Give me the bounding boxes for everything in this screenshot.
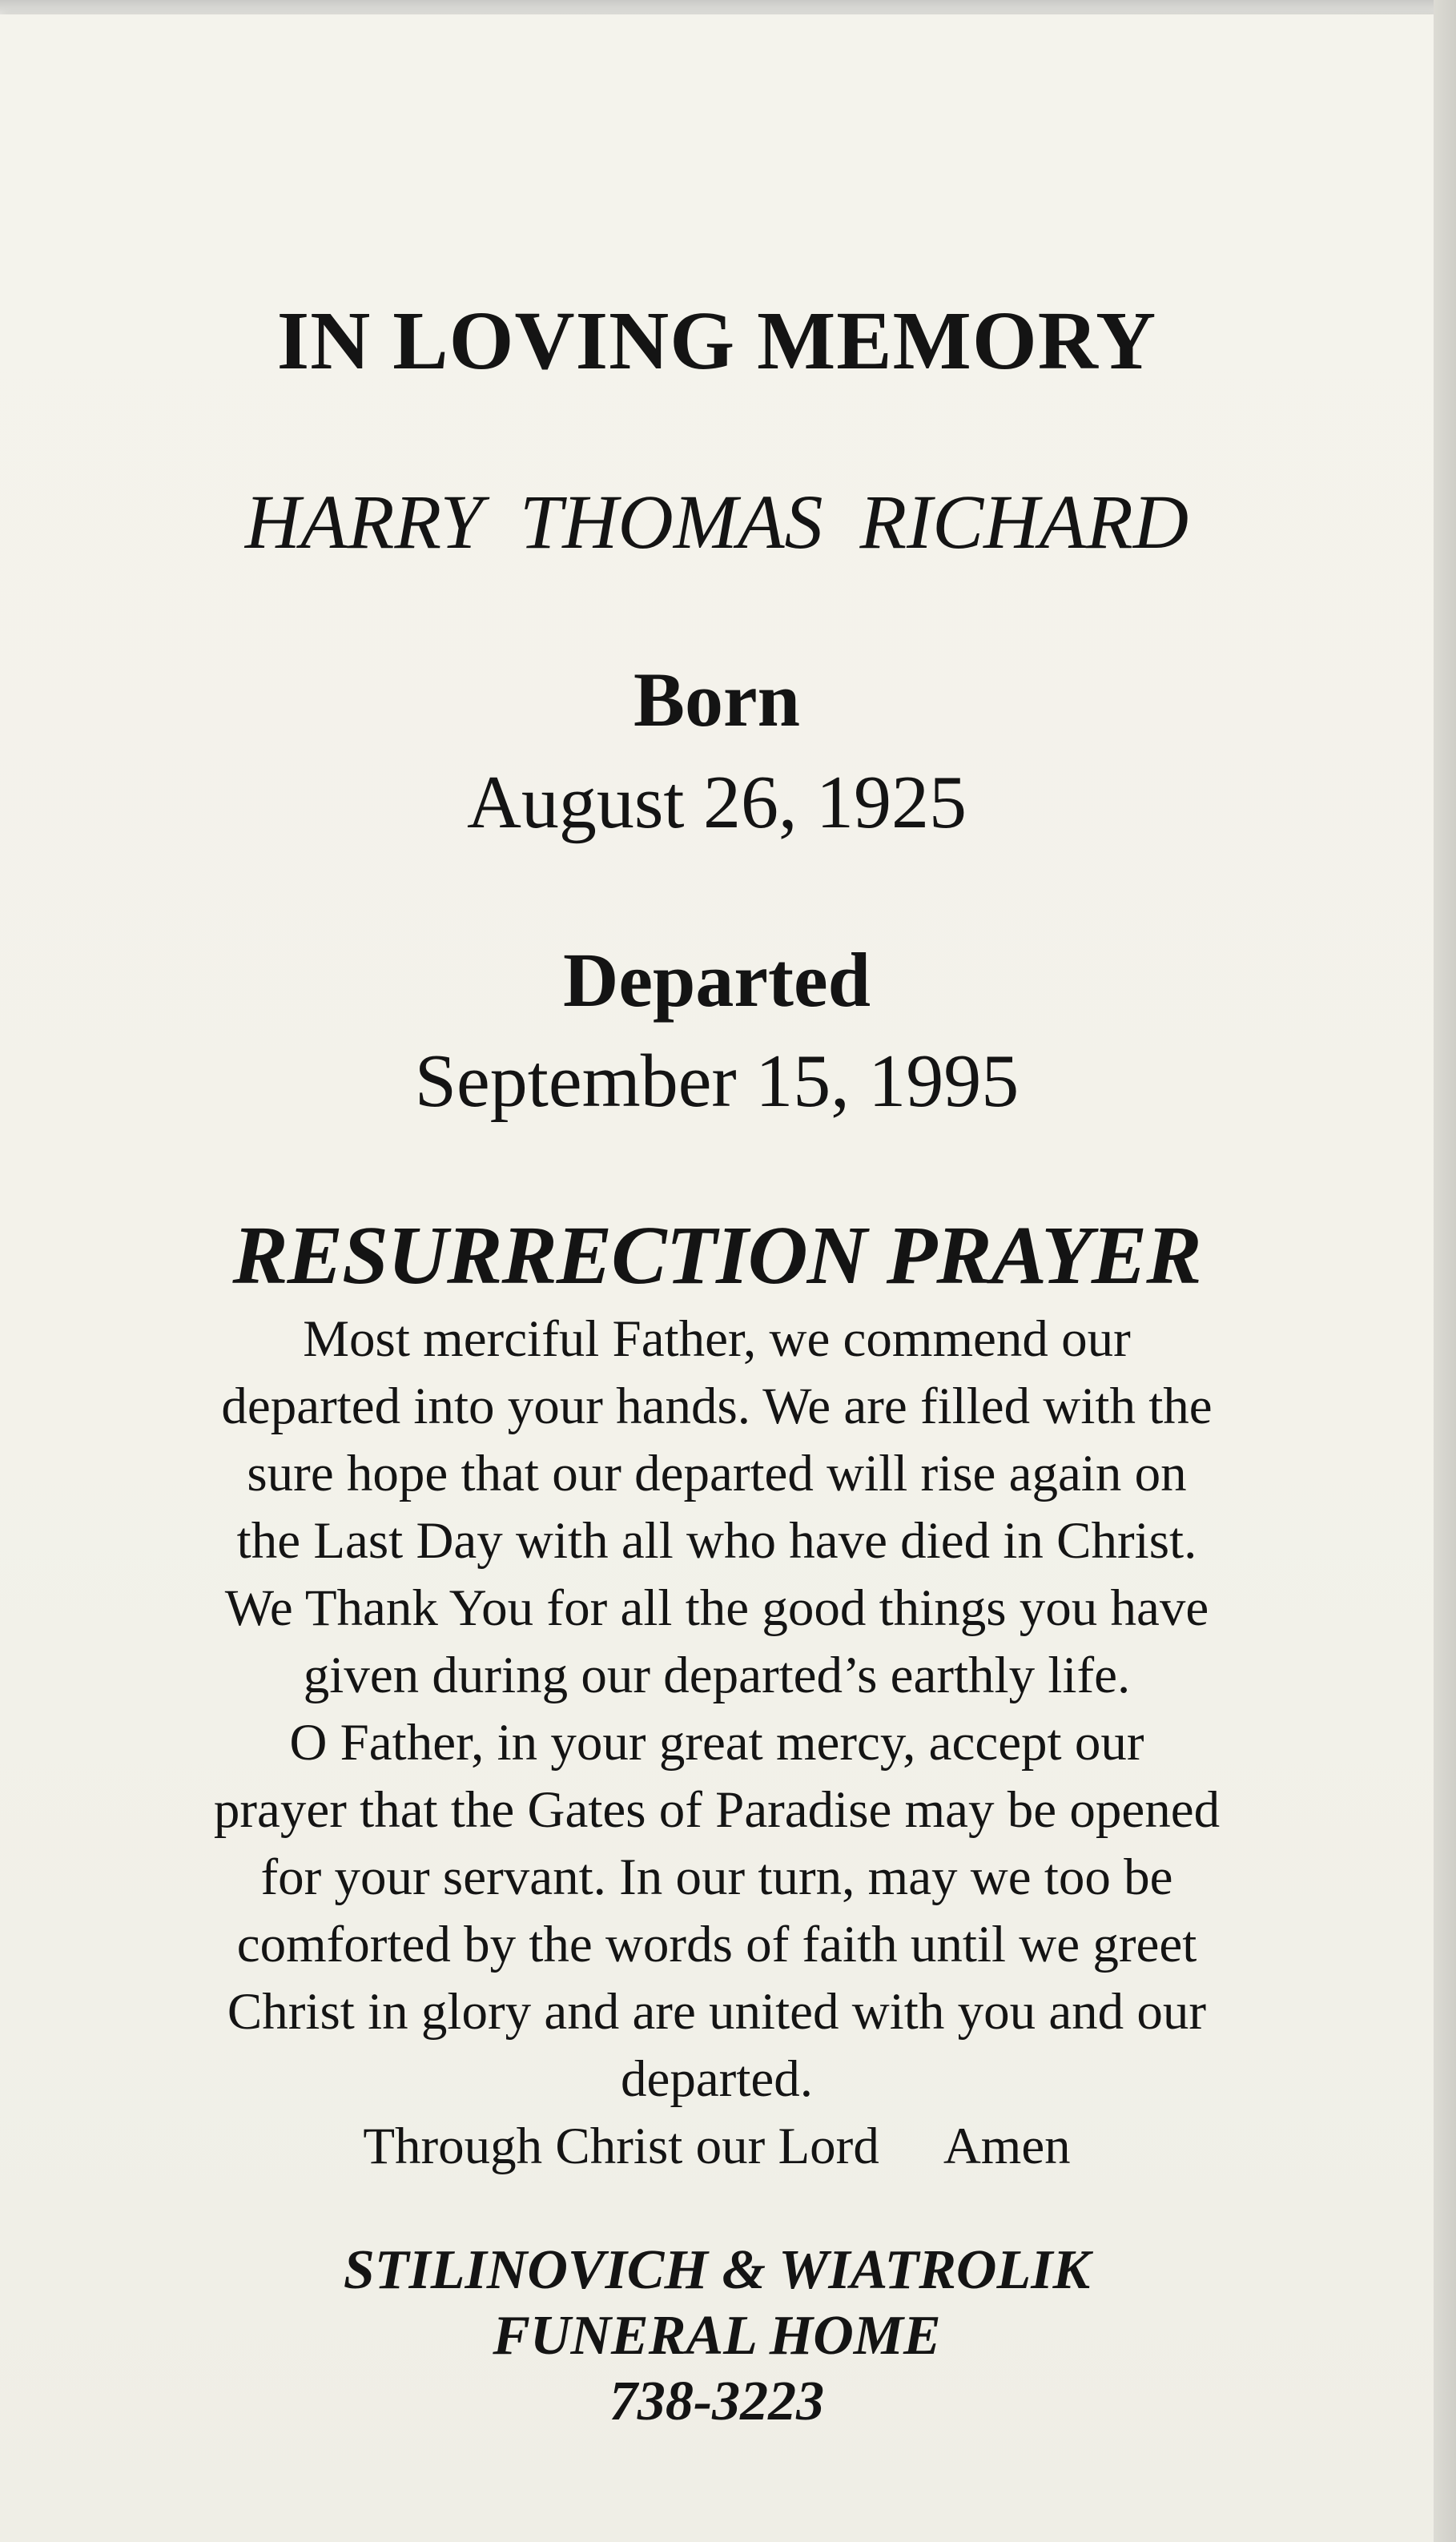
prayer-closing xyxy=(0,2113,1434,2180)
born-label: Born xyxy=(633,657,801,742)
funeral-home-subtitle: FUNERAL HOME xyxy=(493,2305,941,2367)
funeral-home-name: STILINOVICH & WIATROLIK xyxy=(343,2239,1091,2301)
prayer-line: for your servant. In our turn, may we too be xyxy=(260,1848,1173,1906)
born-date: August 26, 1925 xyxy=(466,761,967,844)
prayer-line: Most merciful Father, we commend our xyxy=(303,1310,1131,1368)
departed-date: September 15, 1995 xyxy=(414,1040,1020,1123)
prayer-title: RESURRECTION PRAYER xyxy=(232,1209,1201,1301)
amen-text: Amen xyxy=(943,2118,1071,2175)
prayer-line: comforted by the words of faith until we greet xyxy=(236,1916,1197,1973)
card-edge xyxy=(1434,0,1456,2542)
prayer-line: the Last Day with all who have died in Christ. xyxy=(236,1512,1197,1570)
prayer-line: We Thank You for all the good things you have xyxy=(224,1579,1209,1637)
deceased-name: HARRY THOMAS RICHARD xyxy=(244,479,1189,565)
prayer-line: O Father, in your great mercy, accept our xyxy=(289,1714,1144,1772)
prayer-line: prayer that the Gates of Paradise may be opened xyxy=(213,1781,1221,1839)
prayer-line: Christ in glory and are united with you and our xyxy=(227,1983,1207,2041)
funeral-home-phone: 738-3223 xyxy=(609,2371,825,2432)
closing-text: Through Christ our Lord xyxy=(363,2118,879,2175)
departed-label: Departed xyxy=(563,937,871,1023)
memorial-card xyxy=(0,14,1434,2542)
prayer-text xyxy=(0,1305,1434,2180)
prayer-line: departed. xyxy=(620,2050,813,2108)
card-heading: IN LOVING MEMORY xyxy=(276,295,1157,387)
prayer-line: departed into your hands. We are filled with the xyxy=(221,1378,1213,1435)
prayer-line: sure hope that our departed will rise again on xyxy=(247,1445,1187,1502)
prayer-line: given during our departed’s earthly life. xyxy=(303,1647,1131,1704)
funeral-home-block xyxy=(0,2238,1434,2435)
